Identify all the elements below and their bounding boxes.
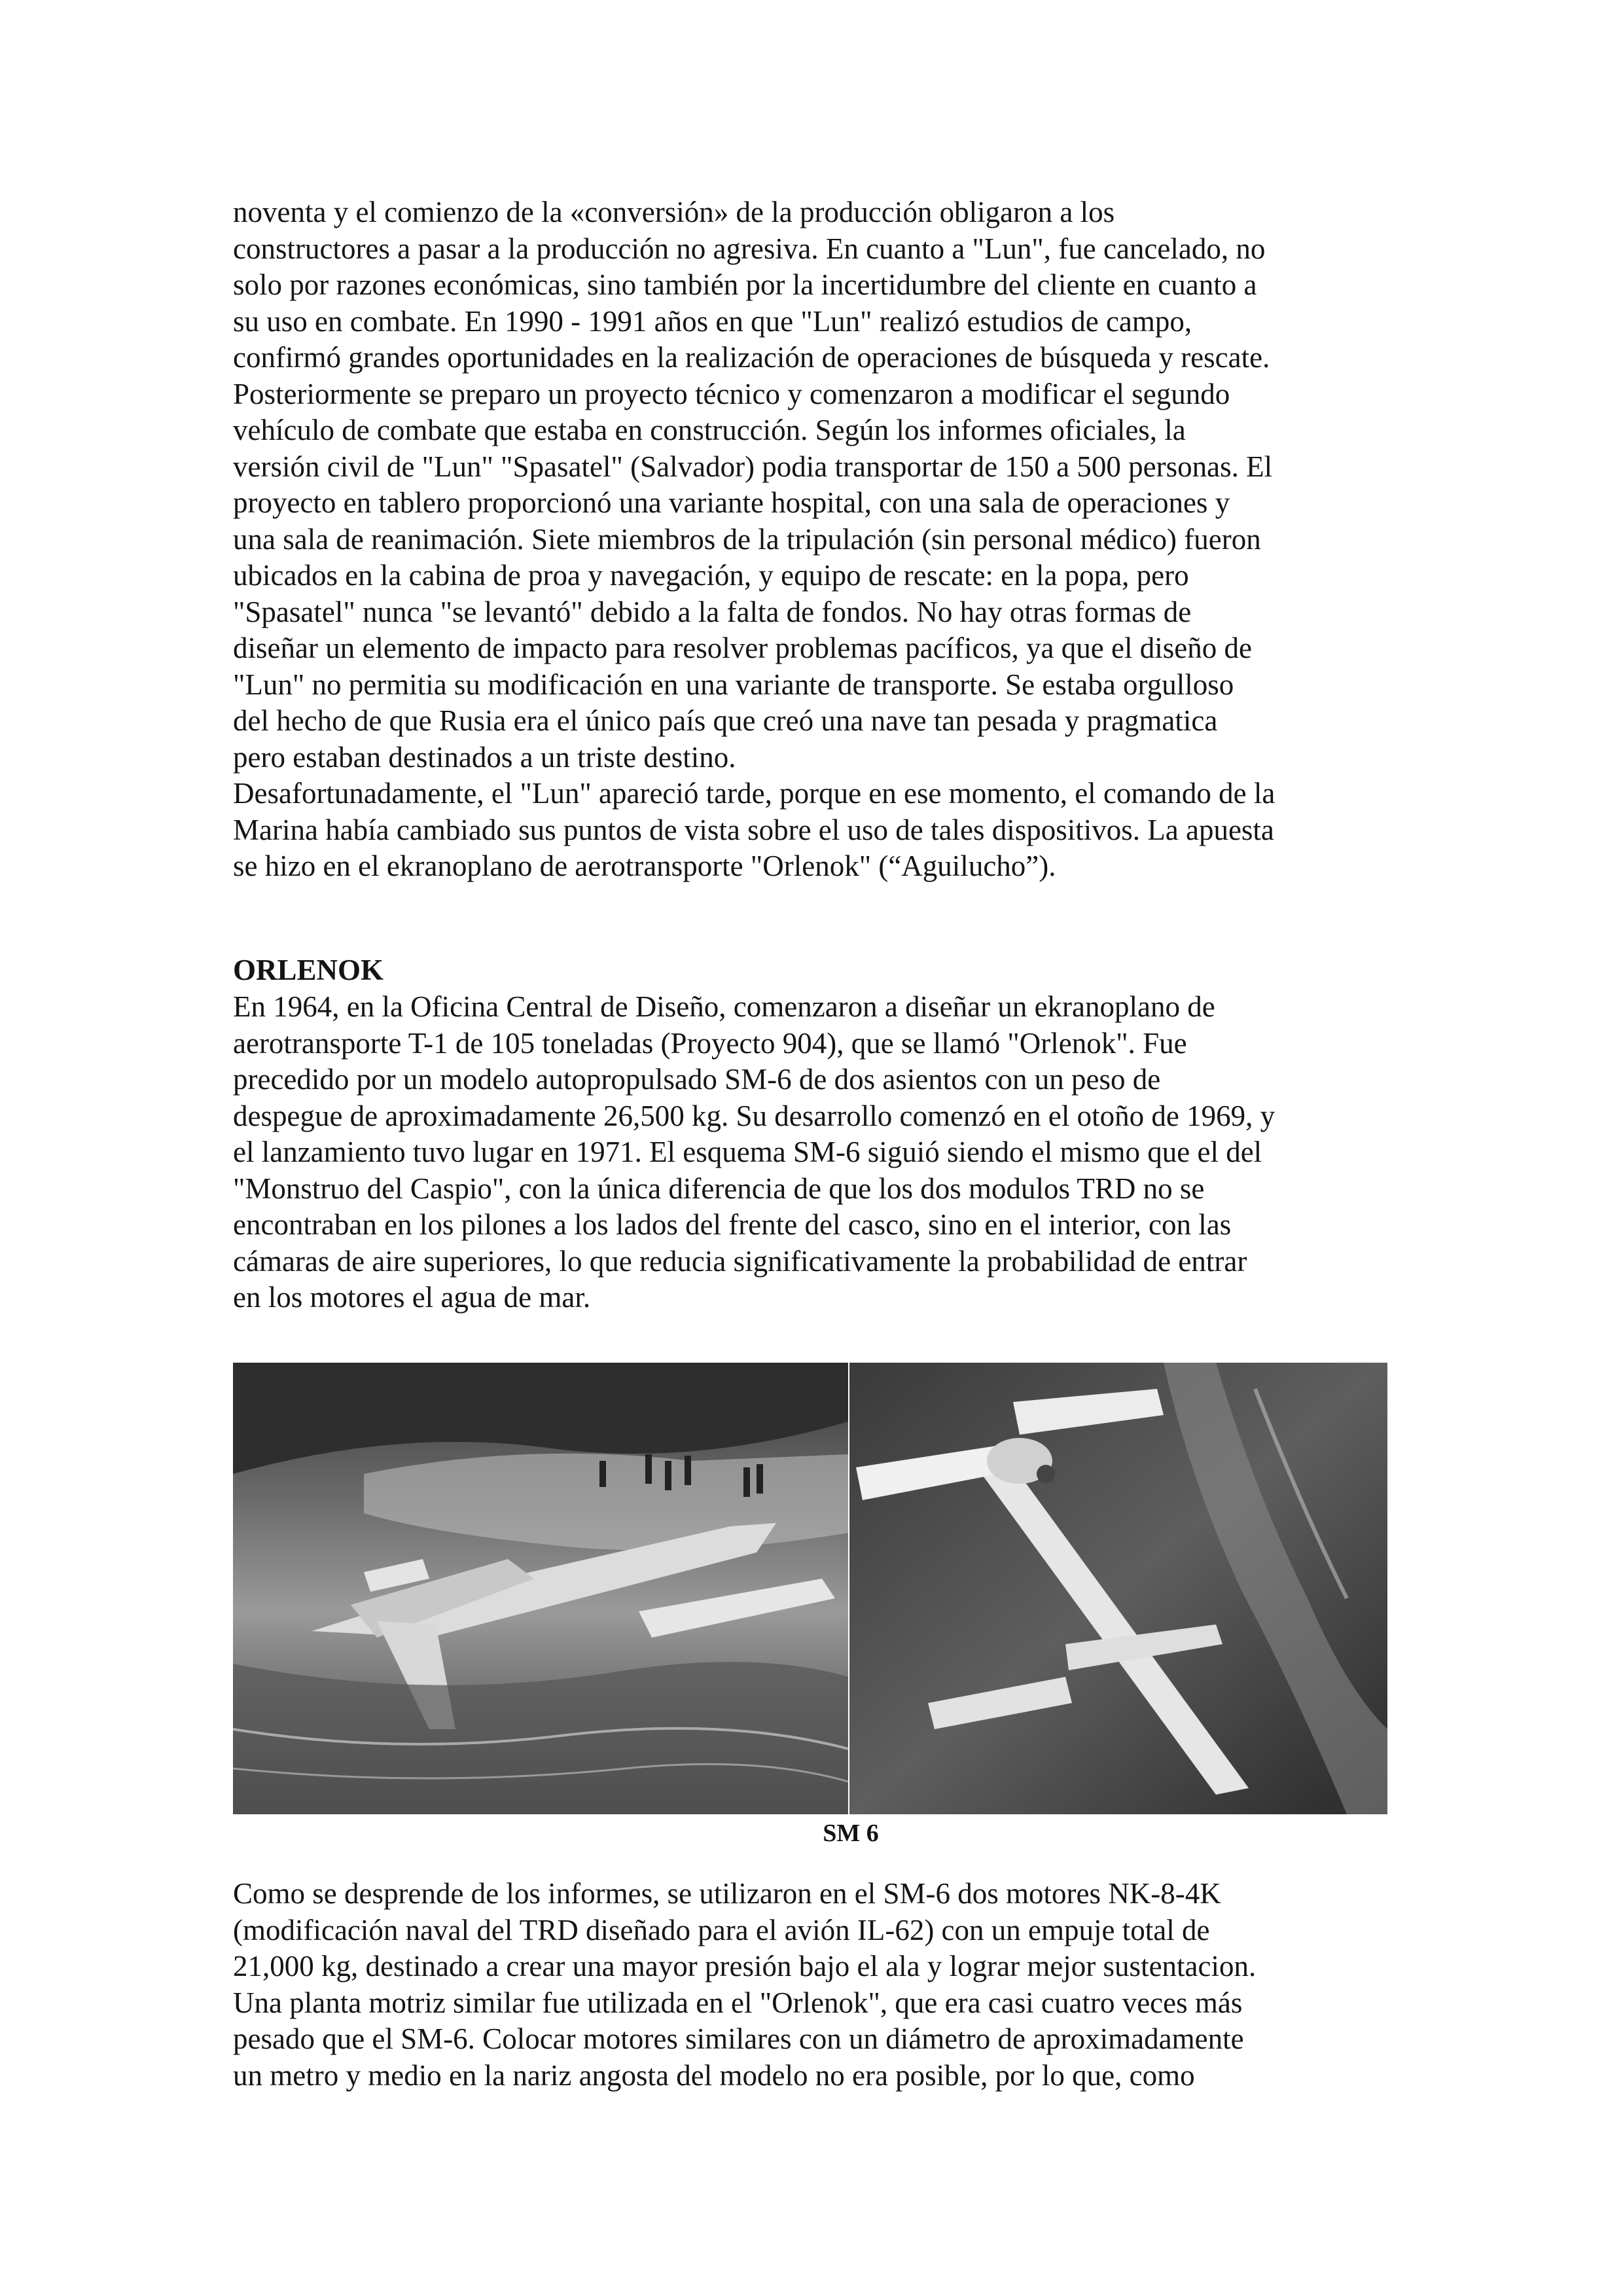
text-line: confirmó grandes oportunidades en la realización de operaciones de búsqueda y rescate. — [233, 341, 1270, 374]
text-line: noventa y el comienzo de la «conversión» de la producción obligaron a los — [233, 196, 1115, 228]
text-line: una sala de reanimación. Siete miembros de la tripulación (sin personal médico) fueron — [233, 522, 1261, 556]
text-line: En 1964, en la Oficina Central de Diseño, comenzaron a diseñar un ekranoplano de — [233, 990, 1215, 1023]
text-line: "Lun" no permitia su modificación en una variante de transporte. Se estaba orgulloso — [233, 668, 1234, 701]
sm6-photo-in-flight — [849, 1363, 1387, 1814]
text-line: un metro y medio en la nariz angosta del modelo no era posible, por lo que, como — [233, 2058, 1195, 2092]
paragraph-engines — [233, 1876, 1404, 2094]
text-line: Como se desprende de los informes, se utilizaron en el SM-6 dos motores NK-8-4K — [233, 1877, 1221, 1910]
photo-caption: SM 6 — [823, 1820, 879, 1847]
text-line: su uso en combate. En 1990 - 1991 años en que "Lun" realizó estudios de campo, — [233, 304, 1192, 338]
text-line: ubicados en la cabina de proa y navegación, y equipo de rescate: en la popa, pero — [233, 559, 1189, 592]
text-line: vehículo de combate que estaba en construcción. Según los informes oficiales, la — [233, 414, 1186, 446]
text-line: "Spasatel" nunca "se levantó" debido a la falta de fondos. No hay otras formas de — [233, 595, 1192, 628]
text-line: aerotransporte T-1 de 105 toneladas (Proyecto 904), que se llamó "Orlenok". Fue — [233, 1026, 1187, 1060]
text-line: despegue de aproximadamente 26,500 kg. Su desarrollo comenzó en el otoño de 1969, y — [233, 1099, 1275, 1132]
text-line: Una planta motriz similar fue utilizada en el "Orlenok", que era casi cuatro veces más — [233, 1986, 1243, 2019]
text-line: versión civil de "Lun" "Spasatel" (Salvador) podia transportar de 150 a 500 personas. El — [233, 450, 1273, 483]
text-line: Posteriormente se preparo un proyecto técnico y comenzaron a modificar el segundo — [233, 377, 1230, 410]
sm6-photo-on-shore — [233, 1363, 848, 1814]
text-line: se hizo en el ekranoplano de aerotransporte "Orlenok" (“Aguilucho”). — [233, 850, 1056, 882]
text-line: pesado que el SM-6. Colocar motores similares con un diámetro de aproximadamente — [233, 2022, 1244, 2055]
text-line: del hecho de que Rusia era el único país que creó una nave tan pesada y pragmatica — [233, 704, 1218, 737]
text-line: Desafortunadamente, el "Lun" apareció tarde, porque en ese momento, el comando de la — [233, 777, 1275, 810]
text-line: pero estaban destinados a un triste destino. — [233, 740, 736, 774]
text-line: constructores a pasar a la producción no agresiva. En cuanto a "Lun", fue cancelado, no — [233, 232, 1266, 265]
text-line: encontraban en los pilones a los lados del frente del casco, sino en el interior, con las — [233, 1208, 1232, 1241]
text-line: proyecto en tablero proporcionó una variante hospital, con una sala de operaciones y — [233, 486, 1230, 519]
text-line: en los motores el agua de mar. — [233, 1281, 591, 1314]
text-line: (modificación naval del TRD diseñado para el avión IL-62) con un empuje total de — [233, 1913, 1210, 1946]
text-line: diseñar un elemento de impacto para resolver problemas pacíficos, ya que el diseño de — [233, 632, 1252, 664]
text-line: solo por razones económicas, sino también por la incertidumbre del cliente en cuanto a — [233, 268, 1257, 301]
text-line: precedido por un modelo autopropulsado SM-6 de dos asientos con un peso de — [233, 1063, 1161, 1096]
paragraph-lun — [233, 194, 1404, 885]
text-line: cámaras de aire superiores, lo que reducia significativamente la probabilidad de entrar — [233, 1244, 1247, 1278]
text-line: el lanzamiento tuvo lugar en 1971. El esquema SM-6 siguió siendo el mismo que el del — [233, 1136, 1262, 1168]
paragraph-orlenok — [233, 989, 1404, 1316]
text-line: Marina había cambiado sus puntos de vista sobre el uso de tales dispositivos. La apuesta — [233, 813, 1274, 846]
text-line: 21,000 kg, destinado a crear una mayor presión bajo el ala y lograr mejor sustentacion. — [233, 1950, 1257, 1982]
section-heading: ORLENOK — [233, 954, 384, 986]
text-line: "Monstruo del Caspio", con la única diferencia de que los dos modulos TRD no se — [233, 1172, 1205, 1205]
